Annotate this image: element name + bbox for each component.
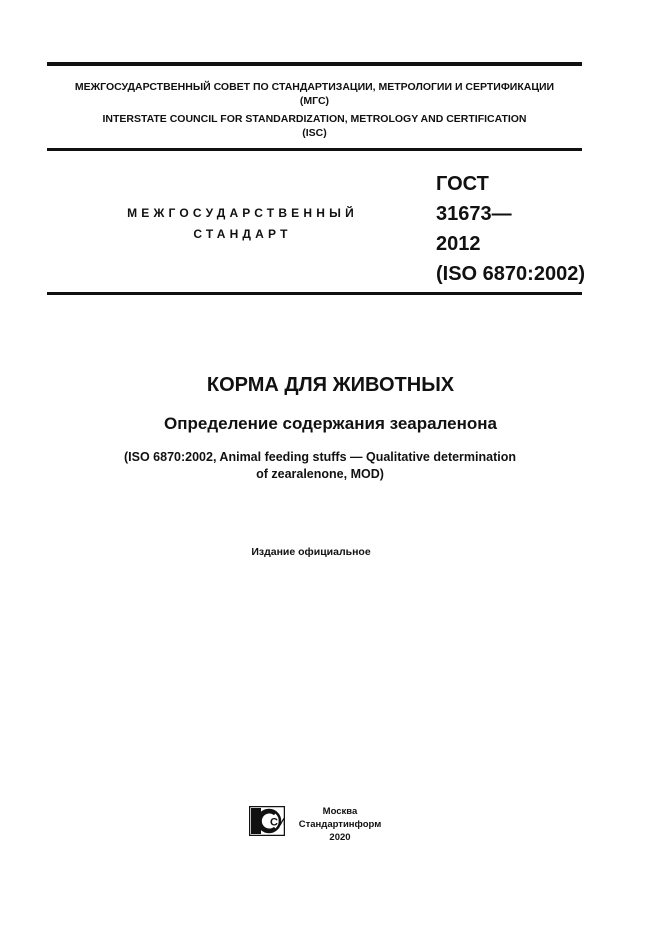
- council-en-line2: (ISC): [302, 127, 327, 139]
- gost-line4: (ISO 6870:2002): [436, 263, 585, 285]
- gost-line2: 31673—: [436, 203, 512, 225]
- edition-note: Издание официальное: [251, 546, 371, 558]
- publisher-block: [290, 805, 390, 844]
- iso-reference-line2: of zearalenone, MOD): [256, 467, 384, 481]
- standard-kind-line2: СТАНДАРТ: [193, 227, 292, 241]
- standard-kind-line1: МЕЖГОСУДАРСТВЕННЫЙ: [127, 206, 358, 220]
- iso-reference: [90, 449, 550, 483]
- publisher-city: Москва: [322, 806, 358, 817]
- gost-line3: 2012: [436, 233, 481, 255]
- document-title: КОРМА ДЛЯ ЖИВОТНЫХ: [206, 374, 455, 396]
- council-ru-line1: МЕЖГОСУДАРСТВЕННЫЙ СОВЕТ ПО СТАНДАРТИЗАЦИИ, МЕТРОЛОГИИ И СЕРТИФИКАЦИИ: [74, 81, 555, 93]
- council-name-ru: [47, 80, 582, 108]
- publisher-name: Стандартинформ: [298, 819, 382, 830]
- document-subtitle: Определение содержания зеараленона: [164, 414, 497, 433]
- standartinform-logo-icon: [249, 806, 285, 836]
- bottom-rule: [47, 292, 582, 295]
- standard-kind: [100, 203, 385, 245]
- council-name-en: [47, 112, 582, 140]
- council-ru-line2: (МГС): [299, 95, 330, 107]
- council-en-line1: INTERSTATE COUNCIL FOR STANDARDIZATION, METROLOGY AND CERTIFICATION: [102, 113, 527, 125]
- gost-line1: ГОСТ: [436, 173, 489, 195]
- logo-lettering: СИ: [270, 816, 285, 829]
- middle-rule: [47, 148, 582, 151]
- gost-designation: [436, 169, 585, 289]
- publication-year: 2020: [329, 832, 351, 843]
- iso-reference-line1: (ISO 6870:2002, Animal feeding stuffs — Qualitative determination: [124, 450, 516, 464]
- top-rule: [47, 62, 582, 66]
